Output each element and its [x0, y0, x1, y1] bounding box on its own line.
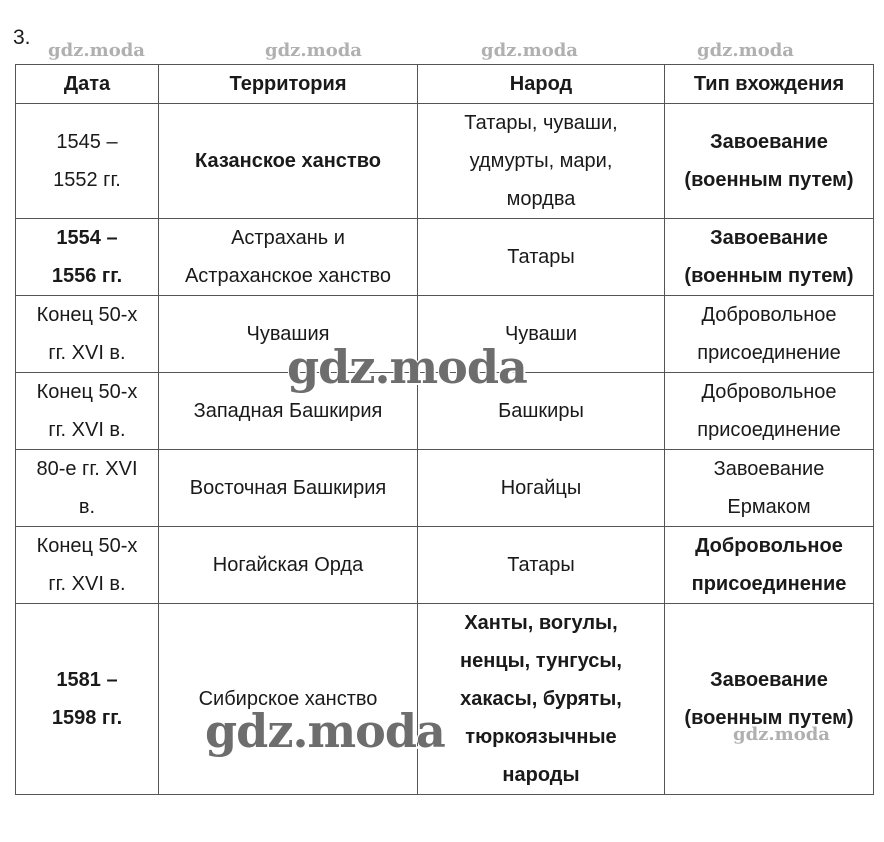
cell-type: Завоевание Ермаком	[665, 450, 874, 527]
cell-people: Татары	[418, 527, 665, 604]
watermark-large: gdz.moda	[205, 704, 445, 758]
cell-type: Завоевание (военным путем)	[665, 604, 874, 795]
header-type: Тип вхождения	[665, 65, 874, 104]
cell-people: Ханты, вогулы, ненцы, тунгусы, хакасы, буряты, тюркоязычные народы	[418, 604, 665, 795]
cell-date: 1554 – 1556 гг.	[16, 219, 159, 296]
cell-date: Конец 50-х гг. XVI в.	[16, 527, 159, 604]
cell-people: Ногайцы	[418, 450, 665, 527]
table-row	[16, 104, 874, 219]
watermark-small: gdz.moda	[733, 724, 830, 745]
cell-people: Чуваши	[418, 296, 665, 373]
table-row	[16, 450, 874, 527]
cell-date: 80-е гг. XVI в.	[16, 450, 159, 527]
cell-territory: Чувашия	[159, 296, 418, 373]
cell-people: Татары, чуваши, удмурты, мари, мордва	[418, 104, 665, 219]
watermark-large: gdz.moda	[287, 340, 527, 394]
cell-type: Завоевание (военным путем)	[665, 104, 874, 219]
cell-territory: Сибирское ханство	[159, 604, 418, 795]
cell-type: Добровольное присоединение	[665, 527, 874, 604]
table-header-row	[16, 65, 874, 104]
cell-type: Добровольное присоединение	[665, 373, 874, 450]
watermark-small: gdz.moda	[48, 40, 145, 61]
header-date: Дата	[16, 65, 159, 104]
cell-territory: Астрахань и Астраханское ханство	[159, 219, 418, 296]
table-row	[16, 219, 874, 296]
cell-territory: Ногайская Орда	[159, 527, 418, 604]
watermark-small: gdz.moda	[697, 40, 794, 61]
header-people: Народ	[418, 65, 665, 104]
watermark-small: gdz.moda	[481, 40, 578, 61]
cell-people: Татары	[418, 219, 665, 296]
annexation-table	[15, 64, 874, 795]
task-number: 3.	[13, 26, 31, 49]
cell-territory: Восточная Башкирия	[159, 450, 418, 527]
table-row	[16, 527, 874, 604]
cell-people: Башкиры	[418, 373, 665, 450]
table-row	[16, 604, 874, 795]
header-territory: Территория	[159, 65, 418, 104]
cell-territory: Западная Башкирия	[159, 373, 418, 450]
cell-date: Конец 50-х гг. XVI в.	[16, 296, 159, 373]
cell-date: 1545 – 1552 гг.	[16, 104, 159, 219]
watermark-small: gdz.moda	[265, 40, 362, 61]
cell-type: Завоевание (военным путем)	[665, 219, 874, 296]
cell-territory: Казанское ханство	[159, 104, 418, 219]
cell-date: 1581 – 1598 гг.	[16, 604, 159, 795]
cell-date: Конец 50-х гг. XVI в.	[16, 373, 159, 450]
cell-type: Добровольное присоединение	[665, 296, 874, 373]
